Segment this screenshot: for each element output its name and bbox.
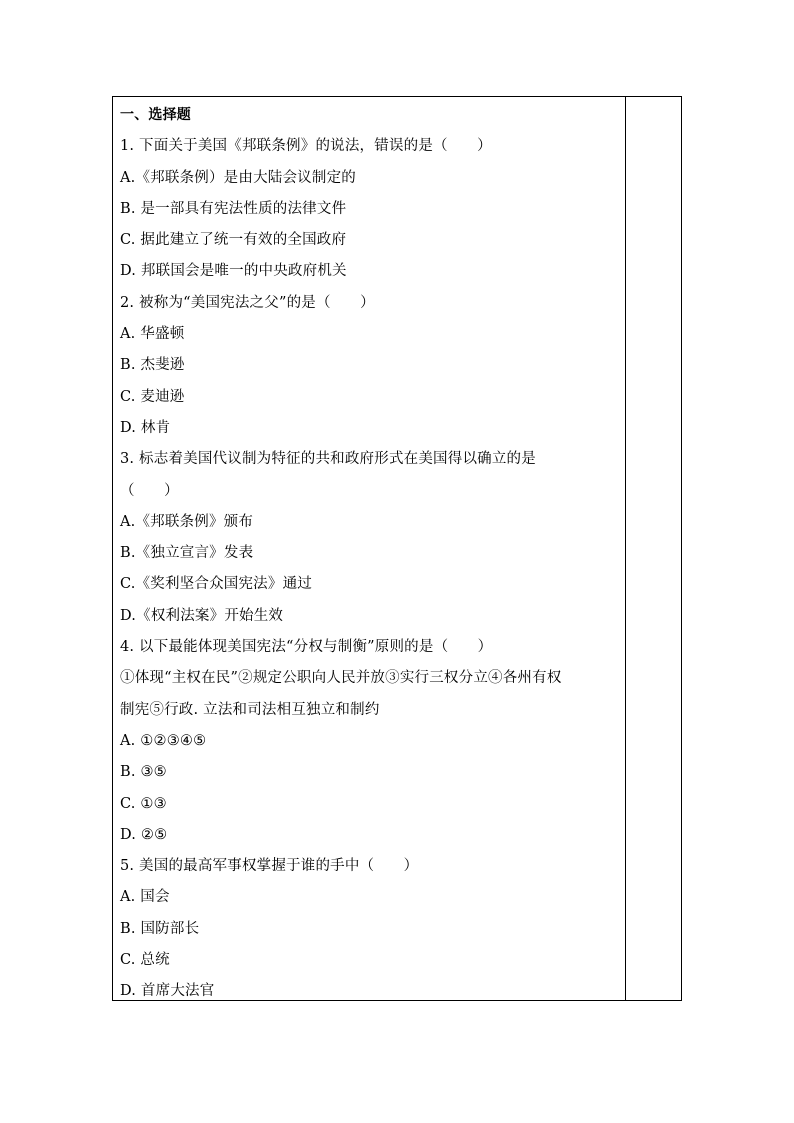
question-2-stem: 2. 被称为“美国宪法之父”的是（ ） (120, 294, 375, 311)
question-3-option-b: B.《独立宣言》发表 (120, 545, 254, 562)
question-2-option-a: A. 华盛顿 (120, 326, 185, 343)
question-5-option-c: C. 总统 (120, 952, 170, 969)
question-4-option-b: B. ③⑤ (120, 764, 167, 781)
question-4-statements-continued: 制宪⑤行政. 立法和司法相互独立和制约 (120, 701, 380, 718)
section-title: 一、选择题 (120, 107, 191, 123)
question-5-option-b: B. 国防部长 (120, 920, 200, 937)
question-3-option-d: D.《权利法案》开始生效 (120, 607, 284, 624)
question-5-stem: 5. 美国的最高军事权掌握于谁的手中（ ） (120, 858, 419, 875)
question-5-option-d: D. 首席大法官 (120, 983, 215, 1000)
question-3-option-a: A.《邦联条例》颁布 (120, 513, 254, 530)
question-4-option-c: C. ①③ (120, 795, 167, 812)
question-1-stem: 1. 下面关于美国《邦联条例》的说法，错误的是（ ） (120, 138, 492, 155)
question-1-option-a: A.《邦联条例）是由大陆会议制定的 (120, 169, 356, 186)
question-2-option-c: C. 麦迪逊 (120, 388, 185, 405)
question-1-option-d: D. 邦联国会是唯一的中央政府机关 (120, 263, 347, 280)
question-4-option-d: D. ②⑤ (120, 826, 168, 843)
question-3-option-c: C.《奖利坚合众国宪法》通过 (120, 576, 312, 593)
questions-cell (113, 97, 626, 1000)
question-4-statements: ①体现“主权在民”②规定公职向人民并放③实行三权分立④各州有权 (120, 670, 562, 687)
question-3-stem-continued: （ ） (120, 482, 179, 499)
question-2-option-b: B. 杰斐逊 (120, 357, 185, 374)
worksheet-table (112, 96, 682, 1001)
question-2-option-d: D. 林肯 (120, 419, 171, 436)
question-3-stem: 3. 标志着美国代议制为特征的共和政府形式在美国得以确立的是 (120, 451, 536, 468)
question-4-stem: 4. 以下最能体现美国宪法“分权与制衡”原则的是（ ） (120, 639, 493, 656)
question-5-option-a: A. 国会 (120, 889, 170, 906)
notes-column (626, 97, 681, 1000)
question-1-option-c: C. 据此建立了统一有效的全国政府 (120, 232, 347, 249)
question-4-option-a: A. ①②③④⑤ (120, 732, 207, 749)
question-1-option-b: B. 是一部具有宪法性质的法律文件 (120, 200, 347, 217)
